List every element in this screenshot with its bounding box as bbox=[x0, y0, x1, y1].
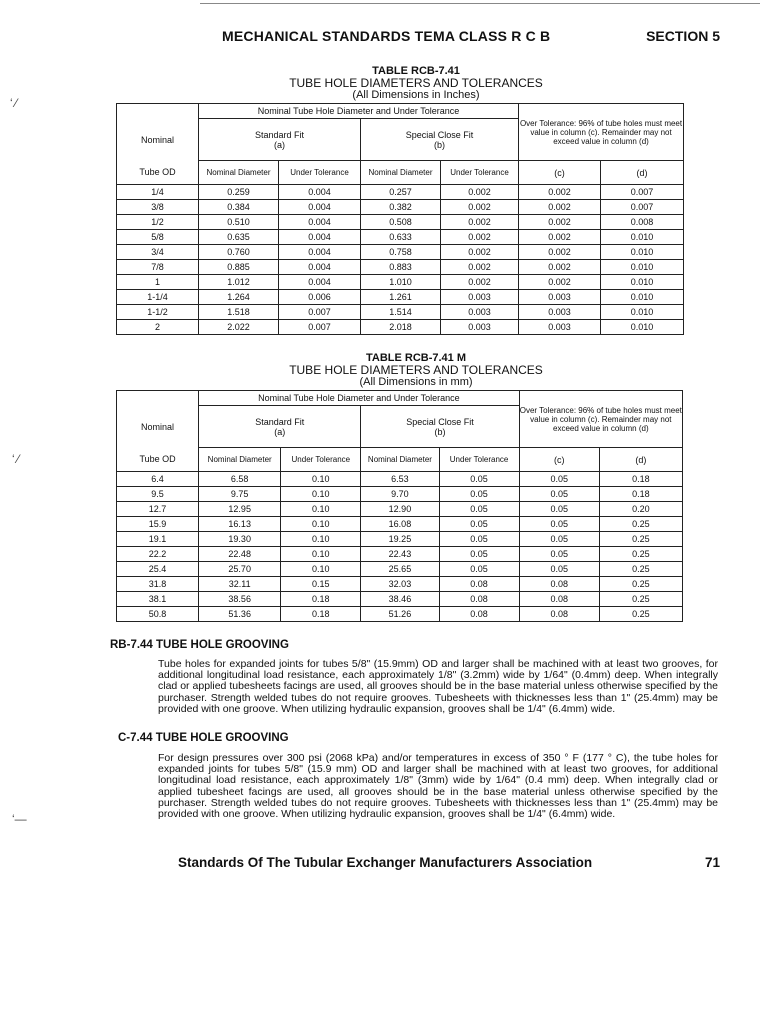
over-tolerance-header: Over Tolerance: 96% of tube holes must meet value in column (c). Remainder may not exceed value in column (d) bbox=[519, 104, 684, 161]
table-cell: 9.5 bbox=[117, 487, 199, 502]
table1 bbox=[116, 103, 684, 335]
table-cell: 6.4 bbox=[117, 472, 199, 487]
table-cell: 32.03 bbox=[361, 577, 439, 592]
table-cell: 0.384 bbox=[199, 200, 279, 215]
table-cell: 0.003 bbox=[519, 320, 601, 335]
table-cell: 38.56 bbox=[199, 592, 281, 607]
table-cell: 0.885 bbox=[199, 260, 279, 275]
table-cell: 0.002 bbox=[441, 215, 519, 230]
table-cell: 0.002 bbox=[441, 200, 519, 215]
footer-text: Standards Of The Tubular Exchanger Manufacturers Association bbox=[178, 855, 593, 870]
table-cell: 1-1/4 bbox=[117, 290, 199, 305]
table-cell: 0.004 bbox=[279, 230, 361, 245]
nominal-label: Nominal bbox=[117, 406, 199, 448]
over-tolerance-header: Over Tolerance: 96% of tube holes must meet value in column (c). Remainder may not exceed value in column (d) bbox=[519, 391, 682, 448]
table-cell: 0.25 bbox=[599, 607, 682, 622]
col-nominal-diameter: Nominal Diameter bbox=[199, 448, 281, 472]
page-header bbox=[222, 28, 720, 50]
table-cell: 0.002 bbox=[441, 230, 519, 245]
table-cell: 22.2 bbox=[117, 547, 199, 562]
table-cell: 19.25 bbox=[361, 532, 439, 547]
table-cell: 0.004 bbox=[279, 260, 361, 275]
standard-fit-label: Standard Fit bbox=[254, 129, 305, 140]
table-cell: 0.760 bbox=[199, 245, 279, 260]
table-cell: 0.010 bbox=[601, 320, 684, 335]
table-cell: 1.518 bbox=[199, 305, 279, 320]
table-cell: 2.022 bbox=[199, 320, 279, 335]
table-cell: 0.05 bbox=[439, 487, 519, 502]
section-c-body: For design pressures over 300 psi (2068 kPa) and/or temperatures in excess of 350 ° F (177 ° C), the tube holes for expanded joints for tubes 5/8" (15.9 mm) OD and larger shall be machined with at least two grooves, for additional longitudinal load resistance, each approximately 1/8" (3mm) wide by 1/64" (0.4 mm) deep. When integrally clad or applied tubesheet facings are used, all grooves should be in the base material unless otherwise specified by the purchaser. Strength welded tubes do not require grooves. Tubesheets with thicknesses less than 1" (25.4mm) may be provided with one groove. When utilizing hydraulic expansion, grooves shall be 1/4" (6.4mm) wide. bbox=[158, 752, 718, 821]
table-cell: 0.002 bbox=[441, 260, 519, 275]
table-cell: 1.261 bbox=[361, 290, 441, 305]
table-cell: 0.010 bbox=[601, 260, 684, 275]
table-cell: 19.30 bbox=[199, 532, 281, 547]
table-cell: 0.05 bbox=[519, 487, 599, 502]
table-cell: 32.11 bbox=[199, 577, 281, 592]
table-cell: 0.18 bbox=[281, 607, 361, 622]
table-row bbox=[117, 547, 683, 562]
table-row bbox=[117, 290, 684, 305]
table-cell: 0.004 bbox=[279, 245, 361, 260]
table-cell: 6.53 bbox=[361, 472, 439, 487]
col-under-tolerance: Under Tolerance bbox=[281, 448, 361, 472]
table-row bbox=[117, 607, 683, 622]
table-cell: 0.003 bbox=[519, 305, 601, 320]
table-cell: 0.25 bbox=[599, 547, 682, 562]
special-fit-label: Special Close Fit bbox=[406, 416, 474, 427]
table-cell: 0.007 bbox=[601, 185, 684, 200]
nominal-header-cell bbox=[117, 391, 199, 406]
table-cell: 1.012 bbox=[199, 275, 279, 290]
table-row bbox=[117, 592, 683, 607]
table-cell: 0.883 bbox=[361, 260, 441, 275]
table-cell: 0.003 bbox=[441, 320, 519, 335]
table-cell: 38.46 bbox=[361, 592, 439, 607]
table1-number: TABLE RCB-7.41 bbox=[372, 65, 460, 77]
table-row bbox=[117, 260, 684, 275]
table-cell: 0.002 bbox=[441, 275, 519, 290]
page-title: MECHANICAL STANDARDS TEMA CLASS R C B bbox=[222, 28, 551, 44]
section-rb-body: Tube holes for expanded joints for tubes 5/8" (15.9mm) OD and larger shall be machined with at least two grooves, for additional longitudinal load resistance, each approximately 1/8" (3.2mm) wide by 1/64" (0.4mm) deep. When integrally clad or applied tubesheets facings are used, all grooves should be in the base material unless otherwise specified by the purchaser. Strength welded tubes do not require grooves. Tubesheets with thicknesses less than 1" (25.4mm) may be provided with one groove. When utilizing hydraulic expansion, grooves shall be 1/4" (6.4mm) wide. bbox=[158, 658, 718, 715]
table-row bbox=[117, 305, 684, 320]
table-cell: 25.4 bbox=[117, 562, 199, 577]
table-cell: 0.002 bbox=[519, 275, 601, 290]
table-cell: 51.26 bbox=[361, 607, 439, 622]
page-footer bbox=[178, 855, 720, 875]
section-label: SECTION 5 bbox=[646, 28, 720, 44]
table-cell: 0.508 bbox=[361, 215, 441, 230]
standard-fit-header bbox=[199, 119, 361, 161]
table-row bbox=[117, 532, 683, 547]
table-cell: 25.70 bbox=[199, 562, 281, 577]
table-cell: 0.05 bbox=[519, 532, 599, 547]
table-cell: 0.05 bbox=[439, 472, 519, 487]
table2-number: TABLE RCB-7.41 M bbox=[365, 352, 467, 364]
table-cell: 7/8 bbox=[117, 260, 199, 275]
special-fit-header bbox=[361, 406, 519, 448]
table-cell: 12.90 bbox=[361, 502, 439, 517]
table-row bbox=[117, 230, 684, 245]
col-c: (c) bbox=[519, 161, 601, 185]
table-cell: 0.05 bbox=[439, 532, 519, 547]
table-cell: 0.10 bbox=[281, 502, 361, 517]
table-cell: 1 bbox=[117, 275, 199, 290]
col-nominal-diameter: Nominal Diameter bbox=[361, 161, 441, 185]
table-cell: 0.05 bbox=[519, 517, 599, 532]
standard-fit-label: Standard Fit bbox=[255, 416, 305, 427]
table2-caption bbox=[116, 352, 716, 388]
table-cell: 0.002 bbox=[441, 245, 519, 260]
special-fit-header bbox=[361, 119, 519, 161]
table-cell: 0.10 bbox=[281, 472, 361, 487]
table-cell: 0.05 bbox=[519, 562, 599, 577]
table-cell: 5/8 bbox=[117, 230, 199, 245]
table-cell: 0.18 bbox=[599, 472, 682, 487]
table-cell: 0.08 bbox=[519, 577, 599, 592]
table-cell: 0.004 bbox=[279, 185, 361, 200]
table-cell: 0.259 bbox=[199, 185, 279, 200]
table-cell: 0.004 bbox=[279, 215, 361, 230]
table-cell: 0.002 bbox=[519, 200, 601, 215]
table-cell: 3/4 bbox=[117, 245, 199, 260]
nominal-label: Nominal bbox=[117, 119, 199, 161]
table-cell: 1.010 bbox=[361, 275, 441, 290]
table-cell: 2.018 bbox=[361, 320, 441, 335]
table-cell: 0.18 bbox=[281, 592, 361, 607]
tube-od-label: Tube OD bbox=[117, 161, 199, 185]
table-cell: 0.010 bbox=[601, 230, 684, 245]
col-d: (d) bbox=[601, 161, 684, 185]
table-cell: 0.18 bbox=[599, 487, 682, 502]
table-cell: 0.08 bbox=[439, 577, 519, 592]
table-cell: 0.010 bbox=[601, 305, 684, 320]
table-cell: 12.95 bbox=[199, 502, 281, 517]
table-cell: 19.1 bbox=[117, 532, 199, 547]
table-cell: 0.10 bbox=[281, 517, 361, 532]
table2-units: (All Dimensions in mm) bbox=[359, 376, 473, 388]
table-cell: 0.25 bbox=[599, 592, 682, 607]
special-fit-ref: (b) bbox=[434, 426, 446, 437]
tube-od-label: Tube OD bbox=[117, 448, 199, 472]
table-cell: 0.05 bbox=[519, 472, 599, 487]
col-nominal-diameter: Nominal Diameter bbox=[361, 448, 439, 472]
table-cell: 15.9 bbox=[117, 517, 199, 532]
table-cell: 0.25 bbox=[599, 577, 682, 592]
table-cell: 0.25 bbox=[599, 562, 682, 577]
table-cell: 0.002 bbox=[441, 185, 519, 200]
table-row bbox=[117, 275, 684, 290]
scan-mark: ‘— bbox=[12, 812, 27, 826]
table-cell: 0.004 bbox=[279, 200, 361, 215]
table-cell: 9.70 bbox=[361, 487, 439, 502]
table-cell: 1/4 bbox=[117, 185, 199, 200]
table-cell: 0.10 bbox=[281, 487, 361, 502]
table-cell: 0.510 bbox=[199, 215, 279, 230]
table-cell: 51.36 bbox=[199, 607, 281, 622]
table-cell: 0.010 bbox=[601, 245, 684, 260]
col-under-tolerance: Under Tolerance bbox=[439, 448, 519, 472]
table-row bbox=[117, 562, 683, 577]
table-cell: 22.43 bbox=[361, 547, 439, 562]
table-cell: 0.08 bbox=[439, 607, 519, 622]
table-cell: 0.05 bbox=[439, 517, 519, 532]
col-c: (c) bbox=[519, 448, 599, 472]
table-cell: 0.25 bbox=[599, 517, 682, 532]
table-cell: 0.006 bbox=[279, 290, 361, 305]
table-cell: 1.264 bbox=[199, 290, 279, 305]
table-cell: 0.05 bbox=[439, 562, 519, 577]
table-cell: 1.514 bbox=[361, 305, 441, 320]
table-cell: 0.003 bbox=[441, 305, 519, 320]
table-cell: 0.003 bbox=[519, 290, 601, 305]
group-header: Nominal Tube Hole Diameter and Under Tolerance bbox=[199, 104, 519, 119]
table-cell: 31.8 bbox=[117, 577, 199, 592]
table-cell: 0.007 bbox=[601, 200, 684, 215]
table-cell: 0.10 bbox=[281, 562, 361, 577]
table-cell: 0.08 bbox=[439, 592, 519, 607]
table-cell: 16.13 bbox=[199, 517, 281, 532]
table-row bbox=[117, 185, 684, 200]
page-number: 71 bbox=[704, 855, 720, 870]
table-cell: 0.20 bbox=[599, 502, 682, 517]
table-row bbox=[117, 200, 684, 215]
table-cell: 1/2 bbox=[117, 215, 199, 230]
table-cell: 0.010 bbox=[601, 275, 684, 290]
table-cell: 0.002 bbox=[519, 230, 601, 245]
table-row bbox=[117, 502, 683, 517]
table-cell: 12.7 bbox=[117, 502, 199, 517]
nominal-header-cell bbox=[117, 104, 199, 119]
table-cell: 0.05 bbox=[439, 547, 519, 562]
table-cell: 0.633 bbox=[361, 230, 441, 245]
table-row bbox=[117, 245, 684, 260]
top-rule bbox=[200, 3, 760, 4]
table-cell: 0.10 bbox=[281, 532, 361, 547]
standard-fit-ref: (a) bbox=[274, 426, 286, 437]
table-cell: 0.010 bbox=[601, 290, 684, 305]
table-row bbox=[117, 320, 684, 335]
table-cell: 38.1 bbox=[117, 592, 199, 607]
table-cell: 6.58 bbox=[199, 472, 281, 487]
table-cell: 0.002 bbox=[519, 185, 601, 200]
table-cell: 0.002 bbox=[519, 260, 601, 275]
group-header: Nominal Tube Hole Diameter and Under Tolerance bbox=[199, 391, 520, 406]
table2 bbox=[116, 390, 683, 622]
table-row bbox=[117, 517, 683, 532]
standard-fit-ref: (a) bbox=[274, 139, 285, 150]
table1-caption bbox=[116, 65, 716, 101]
col-nominal-diameter: Nominal Diameter bbox=[199, 161, 279, 185]
table-cell: 16.08 bbox=[361, 517, 439, 532]
special-fit-label: Special Close Fit bbox=[405, 129, 474, 140]
table-cell: 0.002 bbox=[519, 245, 601, 260]
table-cell: 0.05 bbox=[439, 502, 519, 517]
scan-mark: ‘ ⁄ bbox=[12, 452, 20, 466]
table-row bbox=[117, 472, 683, 487]
table-cell: 0.05 bbox=[519, 502, 599, 517]
table-cell: 0.758 bbox=[361, 245, 441, 260]
table-cell: 25.65 bbox=[361, 562, 439, 577]
table-cell: 50.8 bbox=[117, 607, 199, 622]
special-fit-ref: (b) bbox=[434, 139, 445, 150]
table-cell: 0.08 bbox=[519, 592, 599, 607]
table-cell: 0.002 bbox=[519, 215, 601, 230]
col-d: (d) bbox=[599, 448, 682, 472]
section-c-heading: C-7.44 TUBE HOLE GROOVING bbox=[118, 732, 289, 744]
table1-units: (All Dimensions in Inches) bbox=[352, 89, 480, 101]
table-cell: 0.004 bbox=[279, 275, 361, 290]
table-cell: 0.15 bbox=[281, 577, 361, 592]
scan-mark: ‘ ⁄ bbox=[10, 96, 18, 110]
table-cell: 0.25 bbox=[599, 532, 682, 547]
table-cell: 0.008 bbox=[601, 215, 684, 230]
col-under-tolerance: Under Tolerance bbox=[279, 161, 361, 185]
section-rb-heading: RB-7.44 TUBE HOLE GROOVING bbox=[110, 639, 289, 651]
table-cell: 0.10 bbox=[281, 547, 361, 562]
table-row bbox=[117, 577, 683, 592]
table-row bbox=[117, 487, 683, 502]
table-cell: 2 bbox=[117, 320, 199, 335]
table1-title: TUBE HOLE DIAMETERS AND TOLERANCES bbox=[289, 76, 543, 90]
table-row bbox=[117, 215, 684, 230]
table-cell: 0.635 bbox=[199, 230, 279, 245]
table-cell: 0.007 bbox=[279, 305, 361, 320]
table-cell: 0.007 bbox=[279, 320, 361, 335]
table-cell: 1-1/2 bbox=[117, 305, 199, 320]
table-cell: 0.08 bbox=[519, 607, 599, 622]
table-cell: 0.05 bbox=[519, 547, 599, 562]
table2-title: TUBE HOLE DIAMETERS AND TOLERANCES bbox=[289, 363, 543, 377]
table-cell: 9.75 bbox=[199, 487, 281, 502]
table-cell: 22.48 bbox=[199, 547, 281, 562]
table-cell: 0.382 bbox=[361, 200, 441, 215]
table-cell: 3/8 bbox=[117, 200, 199, 215]
standard-fit-header bbox=[199, 406, 361, 448]
table-cell: 0.003 bbox=[441, 290, 519, 305]
table-cell: 0.257 bbox=[361, 185, 441, 200]
col-under-tolerance: Under Tolerance bbox=[441, 161, 519, 185]
